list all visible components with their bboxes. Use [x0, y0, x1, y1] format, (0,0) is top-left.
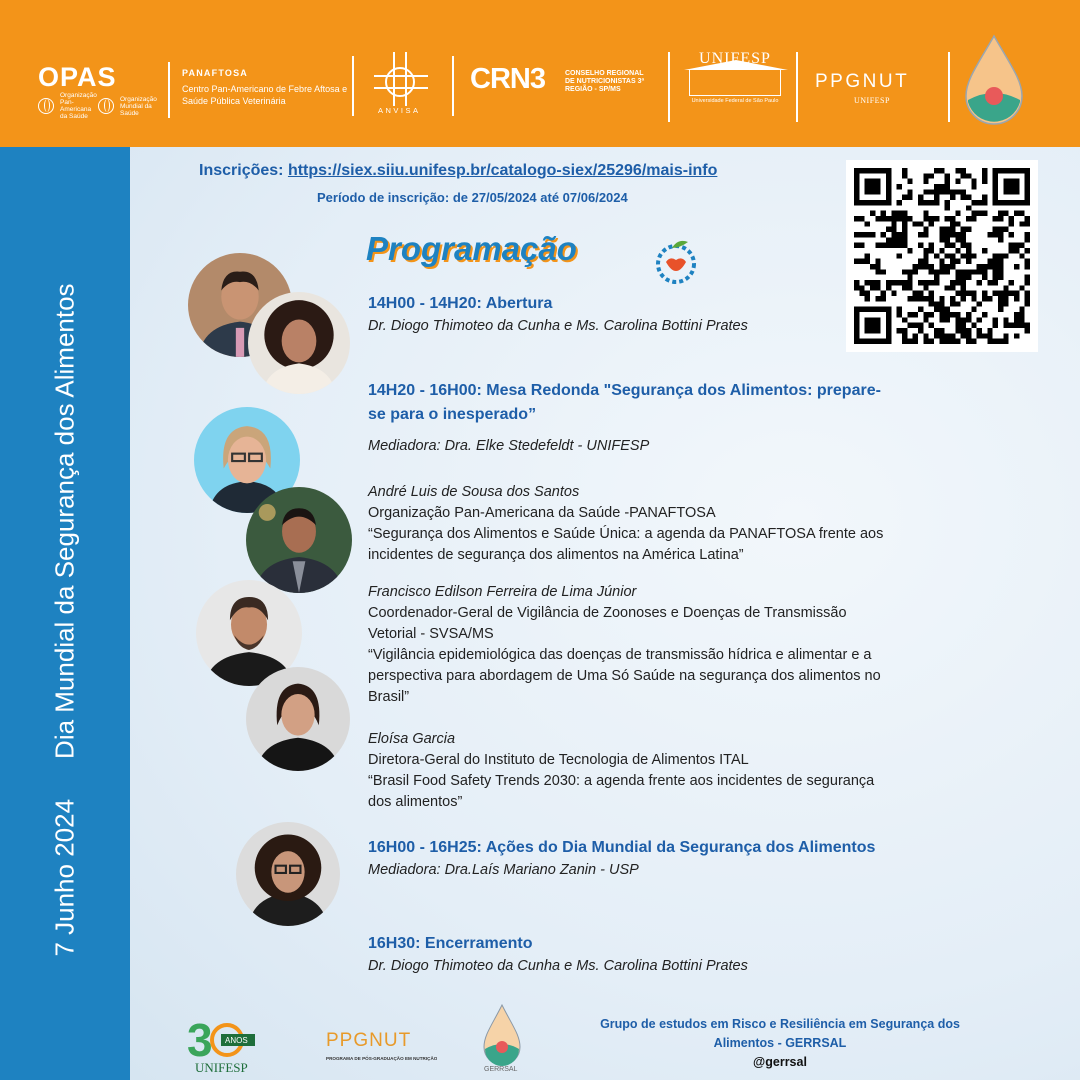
session-time: 16H00 - 16H25: Ações do Dia Mundial da Segurança dos Alimentos — [368, 839, 876, 856]
session-mediator: Mediadora: Dra. Elke Stedefeldt - UNIFESP — [368, 438, 650, 454]
gerrsal-footer-icon — [478, 1003, 526, 1073]
footer-group — [580, 1015, 980, 1072]
session-time: 14H20 - 16H00: Mesa Redonda "Segurança dos Alimentos: prepare-se para o inesperado” — [368, 382, 881, 423]
ppgnut-sub: UNIFESP — [854, 96, 890, 105]
session-time: 16H30: Encerramento — [368, 935, 533, 952]
talk-title: “Vigilância epidemiológica das doenças de transmissão hídrica e alimentar e a perspectiva para abordagem de Uma Só Saúde na segurança dos alimentos no Brasil” — [368, 647, 881, 705]
paho-label: Organização Pan-Americana da Saúde — [60, 92, 97, 120]
divider — [948, 52, 950, 122]
speaker-eloisa — [368, 729, 888, 813]
registration-link[interactable]: https://siex.siiu.unifesp.br/catalogo-siex/25296/mais-info — [287, 162, 718, 179]
speaker-role: Organização Pan-Americana da Saúde -PANAFTOSA — [368, 505, 716, 521]
panaftosa-logo: PANAFTOSA Centro Pan-Americano de Febre Aftosa e Saúde Pública Veterinária — [182, 68, 348, 106]
group-name: Grupo de estudos em Risco e Resiliência em Segurança dos Alimentos - GERRSAL — [600, 1017, 960, 1050]
divider — [352, 56, 354, 116]
registration-period: Período de inscrição: de 27/05/2024 até 07/06/2024 — [317, 190, 628, 205]
unifesp-label: UNIFESP — [195, 1060, 248, 1075]
divider — [668, 52, 670, 122]
ppgnut-label: PPGNUT — [326, 1030, 412, 1051]
talk-title: “Segurança dos Alimentos e Saúde Única: a agenda da PANAFTOSA frente aos incidentes de segurança dos alimentos na América Latina” — [368, 526, 884, 563]
svg-text:3: 3 — [187, 1014, 213, 1066]
divider — [168, 62, 170, 118]
ppgnut-footer-logo — [322, 1020, 437, 1070]
crn-description: CONSELHO REGIONAL DE NUTRICIONISTAS 3ª REGIÃO - SP/MS — [565, 70, 645, 93]
header-bar — [0, 0, 1080, 147]
session-time: 14H00 - 14H20: Abertura — [368, 295, 553, 312]
speaker-francisco — [368, 582, 888, 708]
unifesp-logo: UNIFESP Universidade Federal de São Paulo — [680, 50, 790, 122]
who-globe-icon — [98, 98, 114, 114]
event-name: Dia Mundial da Segurança dos Alimentos — [49, 283, 80, 759]
anos-label: ANOS — [225, 1036, 248, 1045]
paho-globe-icon — [38, 98, 54, 114]
speaker-andre — [368, 482, 888, 566]
speaker-photo-lais — [236, 822, 340, 926]
speaker-photo-eloisa — [246, 667, 350, 771]
session-actions — [368, 836, 888, 881]
session-closing — [368, 932, 888, 977]
speaker-name: Francisco Edilson Ferreira de Lima Júnior — [368, 584, 637, 600]
divider — [796, 52, 798, 122]
session-opening — [368, 292, 888, 337]
speaker-name: André Luis de Sousa dos Santos — [368, 484, 580, 500]
ppgnut-sub-label: PROGRAMA DE PÓS-GRADUAÇÃO EM NUTRIÇÃO — [326, 1056, 437, 1061]
speaker-photo-carolina — [248, 292, 350, 394]
speaker-name: Eloísa Garcia — [368, 731, 456, 747]
event-date: 7 Junho 2024 — [49, 798, 80, 957]
who-label: Organização Mundial da Saúde — [120, 95, 157, 117]
speaker-role: Diretora-Geral do Instituto de Tecnologia de Alimentos ITAL — [368, 752, 749, 768]
social-handle[interactable]: @gerrsal — [753, 1055, 807, 1069]
side-title — [50, 283, 81, 956]
session-mediator: Mediadora: Dra.Laís Mariano Zanin - USP — [368, 862, 639, 878]
session-hosts: Dr. Diogo Thimoteo da Cunha e Ms. Carolina Bottini Prates — [368, 958, 748, 974]
apple-heart-icon — [650, 236, 702, 286]
crn-logo: CRN3 — [470, 63, 545, 95]
unifesp-30-years-logo — [185, 1008, 275, 1076]
talk-title: “Brasil Food Safety Trends 2030: a agenda frente aos incidentes de segurança dos alimentos” — [368, 773, 875, 810]
speaker-photo-andre — [246, 487, 352, 593]
opas-wordmark: OPAS — [38, 62, 117, 92]
opas-logo — [38, 62, 157, 122]
speaker-role: Coordenador-Geral de Vigilância de Zoonoses e Doenças de Transmissão Vetorial - SVSA/MS — [368, 605, 847, 642]
gerrsal-label: GERRSAL — [484, 1066, 518, 1073]
session-round-table — [368, 379, 888, 427]
gerrsal-drop-icon — [958, 34, 1030, 130]
page-title: Programação — [366, 230, 577, 267]
divider — [452, 56, 454, 116]
building-icon — [689, 70, 781, 96]
ppgnut-logo: PPGNUT — [815, 71, 910, 92]
session-hosts: Dr. Diogo Thimoteo da Cunha e Ms. Carolina Bottini Prates — [368, 318, 748, 334]
anvisa-label: ANVISA — [378, 106, 421, 115]
registration-line: Inscrições: https://siex.siiu.unifesp.br/catalogo-siex/25296/mais-info — [199, 162, 718, 179]
